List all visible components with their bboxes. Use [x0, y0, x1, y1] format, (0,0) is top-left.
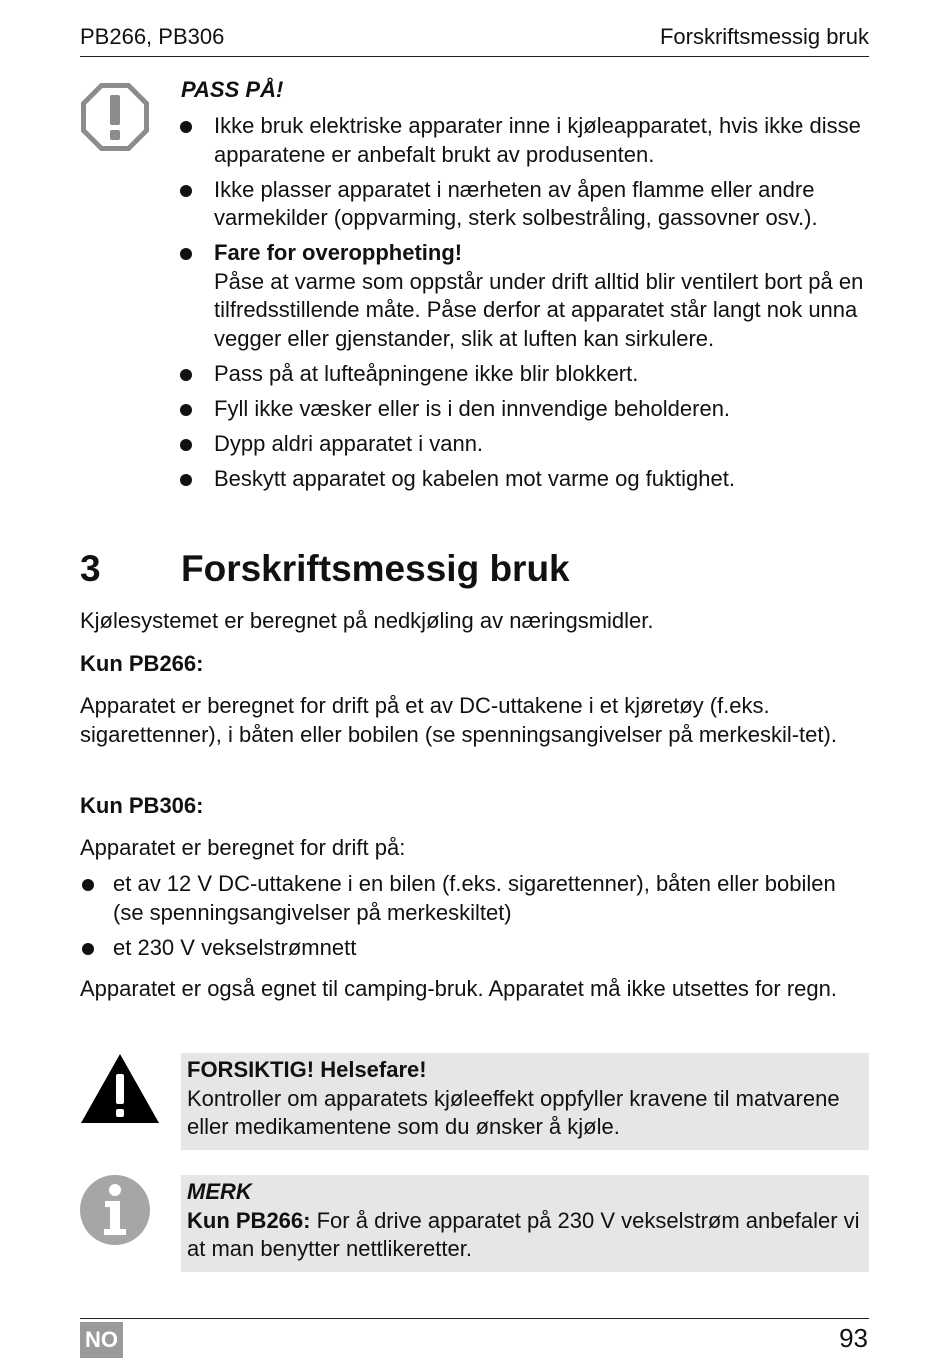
list-item: Dypp aldri apparatet i vann.: [180, 430, 870, 459]
list-item: Beskytt apparatet og kabelen mot varme og fuktighet.: [180, 465, 870, 494]
list-item: Fyll ikke væsker eller is i den innvendige beholderen.: [180, 395, 870, 424]
pb266-text: Apparatet er beregnet for drift på et av DC-uttakene i et kjøretøy (f.eks. sigarettenner), i båten eller bobilen (se spenningsangivelser på merkeskil-tet).: [80, 693, 837, 747]
caution-icon: [80, 1052, 160, 1124]
language-badge: NO: [80, 1322, 123, 1358]
section-number: 3: [80, 548, 101, 589]
caution-text: Kontroller om apparatets kjøleeffekt oppfyller kravene til matvarene eller medikamentene som du ønsker å kjøle.: [187, 1085, 840, 1139]
bullet-icon: [180, 185, 192, 197]
pb266-label: Kun PB266:: [80, 651, 204, 676]
bullet-icon: [180, 404, 192, 416]
notice-list: [180, 112, 870, 500]
note-box: [181, 1175, 869, 1272]
pb306-list: [80, 870, 870, 969]
pb306-label: Kun PB306:: [80, 793, 204, 818]
page-header: [80, 22, 869, 57]
bullet-icon: [180, 248, 192, 260]
bullet-icon: [82, 879, 94, 891]
header-model: PB266, PB306: [80, 24, 225, 49]
pb306-text: Apparatet er beregnet for drift på:: [80, 835, 406, 860]
notice-icon: [80, 82, 150, 152]
footer-divider: [80, 1318, 869, 1319]
section-intro: Kjølesystemet er beregnet på nedkjøling av næringsmidler.: [80, 608, 654, 633]
caution-box: [181, 1053, 869, 1150]
bullet-icon: [180, 439, 192, 451]
bullet-icon: [180, 474, 192, 486]
caution-title: FORSIKTIG! Helsefare!: [187, 1057, 427, 1082]
camping-text: Apparatet er også egnet til camping-bruk. Apparatet må ikke utsettes for regn.: [80, 976, 837, 1001]
notice-title: PASS PÅ!: [181, 77, 284, 102]
page-number: 93: [839, 1323, 868, 1353]
bullet-icon: [82, 943, 94, 955]
bullet-icon: [180, 121, 192, 133]
note-text: For å drive apparatet på 230 V vekselstrøm anbefaler vi at man benytter nettlikeretter.: [187, 1207, 860, 1261]
list-item: Ikke bruk elektriske apparater inne i kjøleapparatet, hvis ikke disse apparatene er anbefalt brukt av produsenten.: [180, 112, 870, 169]
list-item: et av 12 V DC-uttakene i en bilen (f.eks. sigarettenner), båten eller bobilen (se spenningsangivelser på merkeskiltet): [80, 870, 870, 927]
section-title: Forskriftsmessig bruk: [181, 548, 570, 589]
note-label: Kun PB266:: [187, 1207, 311, 1233]
bullet-icon: [180, 369, 192, 381]
list-item: Pass på at lufteåpningene ikke blir blokkert.: [180, 360, 870, 389]
overheat-warning: Fare for overoppheting!: [214, 240, 463, 265]
list-item: Fare for overoppheting! Påse at varme som oppstår under drift alltid blir ventilert bort på en tilfredsstillende måte. Påse derfor at apparatet står langt nok unna vegger eller gjenstander, slik at luften kan sirkulere.: [180, 239, 870, 353]
list-item: et 230 V vekselstrømnett: [80, 934, 870, 963]
note-title: MERK: [187, 1179, 252, 1204]
header-section: Forskriftsmessig bruk: [659, 24, 869, 49]
list-item: Ikke plasser apparatet i nærheten av åpen flamme eller andre varmekilder (oppvarming, sterk solbestråling, gassovner osv.).: [180, 176, 870, 233]
info-icon: [80, 1175, 150, 1245]
